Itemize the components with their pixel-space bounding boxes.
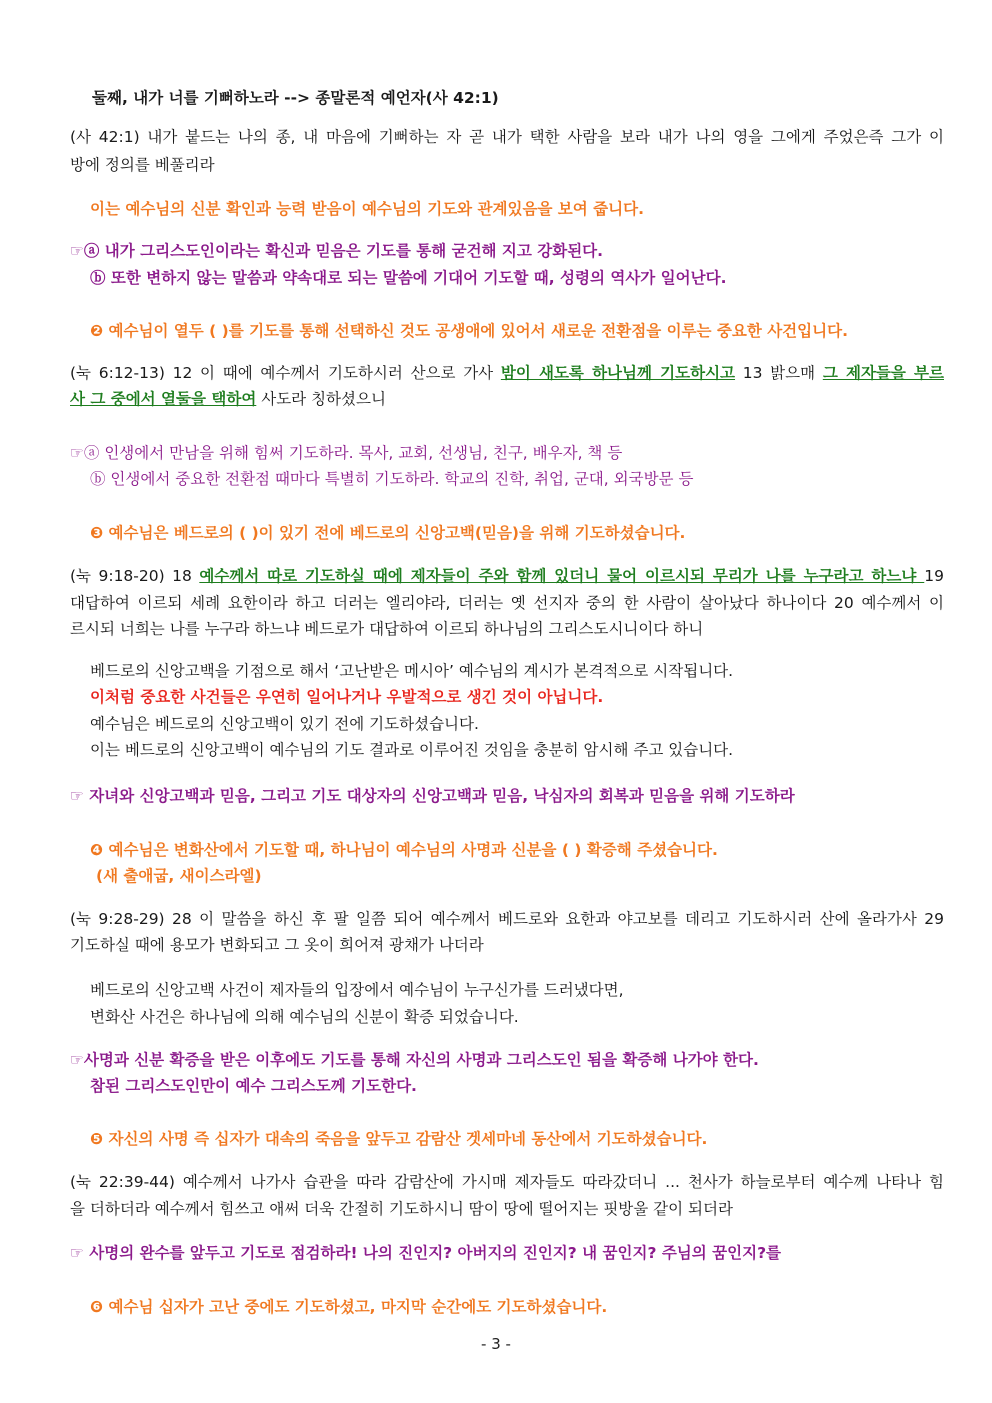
application-1a: ☞ⓐ 내가 그리스도인이라는 확신과 믿음은 기도를 통해 굳건해 지고 강화된다. bbox=[70, 242, 604, 260]
verse-luke22-line2: 을 더하더라 예수께서 힘쓰고 애써 더욱 간절히 기도하시니 땀이 땅에 떨어지는 핏방울 같이 되더라 bbox=[70, 1200, 733, 1218]
verse-luke6-text: (눅 6:12-13) 12 이 때에 예수께서 기도하시러 산으로 가사 bbox=[70, 364, 501, 382]
application-2b: ⓑ 인생에서 중요한 전환점 때마다 특별히 기도하라. 학교의 진학, 취업, 군대, 외국방문 등 bbox=[90, 470, 694, 488]
application-4a: ☞사명과 신분 확증을 받은 이후에도 기도를 통해 자신의 사명과 그리스도인 됨을 확증해 나가야 한다. bbox=[70, 1051, 759, 1069]
application-1b: ⓑ 또한 변하지 않는 말씀과 약속대로 되는 말씀에 기대어 기도할 때, 성령의 역사가 일어난다. bbox=[90, 269, 727, 287]
point-3-heading: ❸ 예수님은 베드로의 ( )이 있기 전에 베드로의 신앙고백(믿음)을 위해 기도하셨습니다. bbox=[90, 524, 686, 542]
verse-isaiah-line1: (사 42:1) 내가 붙드는 나의 종, 내 마음에 기뻐하는 자 곧 내가 택한 사람을 보라 내가 나의 영을 그에게 주었은즉 그가 이 bbox=[70, 128, 944, 146]
verse-luke6-line2 bbox=[70, 389, 386, 409]
verse-luke9a-text: (눅 9:18-20) 18 bbox=[70, 567, 200, 585]
verse-luke9a-line1 bbox=[70, 566, 944, 586]
verse-luke9b-line1: (눅 9:28-29) 28 이 말씀을 하신 후 팔 일쯤 되어 예수께서 베드로와 요한과 야고보를 데리고 기도하시러 산에 올라가사 29 bbox=[70, 910, 944, 928]
point-4-subnote: (새 출애굽, 새이스라엘) bbox=[96, 867, 262, 885]
verse-luke6-text: 13 밝으매 bbox=[735, 364, 823, 382]
point-4-heading: ❹ 예수님은 변화산에서 기도할 때, 하나님이 예수님의 사명과 신분을 ( ) 확증해 주셨습니다. bbox=[90, 841, 718, 859]
verse-luke9a-text: 19 bbox=[924, 567, 944, 585]
application-4b: 참된 그리스도인만이 예수 그리스도께 기도한다. bbox=[90, 1077, 417, 1095]
point-6-heading: ❻ 예수님 십자가 고난 중에도 기도하셨고, 마지막 순간에도 기도하셨습니다. bbox=[90, 1298, 608, 1316]
note-identity: 이는 예수님의 신분 확인과 능력 받음이 예수님의 기도와 관계있음을 보여 줍니다. bbox=[90, 200, 644, 218]
peter-note-1: 베드로의 신앙고백을 기점으로 해서 ‘고난받은 메시아’ 예수님의 계시가 본격적으로 시작됩니다. bbox=[90, 662, 734, 680]
verse-luke9b-line2: 기도하실 때에 용모가 변화되고 그 옷이 희어져 광채가 나더라 bbox=[70, 936, 484, 954]
verse-luke6-highlight: 밤이 새도록 하나님께 기도하시고 bbox=[500, 364, 736, 382]
verse-luke9a-line2: 대답하여 이르되 세례 요한이라 하고 더러는 엘리야라, 더러는 옛 선지자 중의 한 사람이 살아났다 하나이다 20 예수께서 이 bbox=[70, 594, 944, 612]
verse-luke9a-line3: 르시되 너희는 나를 누구라 하느냐 베드로가 대답하여 이르되 하나님의 그리스도시니이다 하니 bbox=[70, 620, 704, 638]
verse-luke9a-highlight: 예수께서 따로 기도하실 때에 제자들이 주와 함께 있더니 물어 이르시되 무리가 나를 누구라고 하느냐 bbox=[199, 567, 925, 585]
point-2-heading: ❷ 예수님이 열두 ( )를 기도를 통해 선택하신 것도 공생애에 있어서 새로운 전환점을 이루는 중요한 사건입니다. bbox=[90, 322, 848, 340]
verse-luke22-line1: (눅 22:39-44) 예수께서 나가사 습관을 따라 감람산에 가시매 제자들도 따라갔더니 ... 천사가 하늘로부터 예수께 나타나 힘 bbox=[70, 1173, 944, 1191]
verse-luke6-highlight: 그 제자들을 부르 bbox=[822, 364, 944, 382]
peter-note-2: 이처럼 중요한 사건들은 우연히 일어나거나 우발적으로 생긴 것이 아닙니다. bbox=[90, 688, 604, 706]
transfiguration-note-2: 변화산 사건은 하나님에 의해 예수님의 신분이 확증 되었습니다. bbox=[90, 1008, 519, 1026]
application-3: ☞ 자녀와 신앙고백과 믿음, 그리고 기도 대상자의 신앙고백과 믿음, 낙심자의 회복과 믿음을 위해 기도하라 bbox=[70, 787, 795, 805]
application-2a: ☞ⓐ 인생에서 만남을 위해 힘써 기도하라. 목사, 교회, 선생님, 친구, 배우자, 책 등 bbox=[70, 444, 623, 462]
page-number: - 3 - bbox=[481, 1335, 511, 1353]
point-5-heading: ❺ 자신의 사명 즉 십자가 대속의 죽음을 앞두고 감람산 겟세마네 동산에서 기도하셨습니다. bbox=[90, 1130, 708, 1148]
transfiguration-note-1: 베드로의 신앙고백 사건이 제자들의 입장에서 예수님이 누구신가를 드러냈다면, bbox=[90, 981, 624, 999]
peter-note-3: 예수님은 베드로의 신앙고백이 있기 전에 기도하셨습니다. bbox=[90, 715, 479, 733]
application-5: ☞ 사명의 완수를 앞두고 기도로 점검하라! 나의 진인지? 아버지의 진인지? 내 꿈인지? 주님의 꿈인지?를 bbox=[70, 1244, 782, 1262]
verse-isaiah-line2: 방에 정의를 베풀리라 bbox=[70, 156, 215, 174]
verse-luke6-highlight: 사 그 중에서 열둘을 택하여 bbox=[70, 390, 257, 408]
peter-note-4: 이는 베드로의 신앙고백이 예수님의 기도 결과로 이루어진 것임을 충분히 암시해 주고 있습니다. bbox=[90, 741, 734, 759]
verse-luke6-text: 사도라 칭하셨으니 bbox=[256, 390, 386, 408]
verse-luke6-line1 bbox=[70, 363, 944, 383]
section-heading: 둘째, 내가 너를 기뻐하노라 --> 종말론적 예언자(사 42:1) bbox=[92, 89, 499, 107]
